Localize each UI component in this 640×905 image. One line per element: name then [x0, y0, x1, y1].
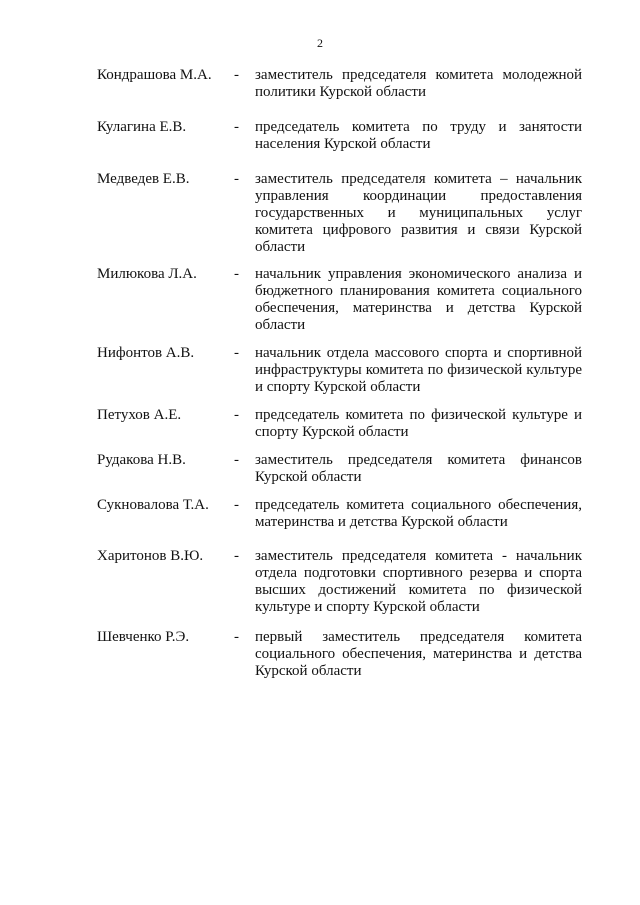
person-name: Харитонов В.Ю. [97, 548, 204, 564]
separator-dash: - [234, 266, 239, 282]
person-position: председатель комитета социального обеспечения, материнства и детства Курской области [255, 497, 582, 530]
person-position: начальник управления экономического анализа и бюджетного планирования комитета социального обеспечения, материнства и детства Курской области [255, 266, 582, 333]
person-name: Кулагина Е.В. [97, 119, 187, 135]
person-name: Шевченко Р.Э. [97, 629, 190, 645]
page-number: 2 [317, 36, 323, 50]
person-position: начальник отдела массового спорта и спортивной инфраструктуры комитета по физической культуре и спорту Курской области [255, 345, 582, 395]
person-position: заместитель председателя комитета молодежной политики Курской области [255, 67, 582, 100]
person-name: Милюкова Л.А. [97, 266, 197, 282]
person-name: Нифонтов А.В. [97, 345, 195, 361]
separator-dash: - [234, 407, 239, 423]
person-name: Медведев Е.В. [97, 171, 190, 187]
person-position: председатель комитета по труду и занятости населения Курской области [255, 119, 582, 152]
separator-dash: - [234, 67, 239, 83]
person-position: заместитель председателя комитета финансов Курской области [255, 452, 582, 485]
separator-dash: - [234, 452, 239, 468]
separator-dash: - [234, 548, 239, 564]
person-name: Петухов А.Е. [97, 407, 182, 423]
person-position: заместитель председателя комитета – начальник управления координации предоставления государственных и муниципальных услуг комитета цифрового развития и связи Курской области [255, 171, 582, 255]
person-position: председатель комитета по физической культуре и спорту Курской области [255, 407, 582, 440]
person-name: Кондрашова М.А. [97, 67, 212, 83]
separator-dash: - [234, 171, 239, 187]
separator-dash: - [234, 497, 239, 513]
person-name: Рудакова Н.В. [97, 452, 186, 468]
person-position: первый заместитель председателя комитета социального обеспечения, материнства и детства Курской области [255, 629, 582, 679]
person-position: заместитель председателя комитета - начальник отдела подготовки спортивного резерва и спорта высших достижений комитета по физической культуре и спорту Курской области [255, 548, 582, 615]
separator-dash: - [234, 345, 239, 361]
separator-dash: - [234, 119, 239, 135]
separator-dash: - [234, 629, 239, 645]
person-name: Сукновалова Т.А. [97, 497, 209, 513]
